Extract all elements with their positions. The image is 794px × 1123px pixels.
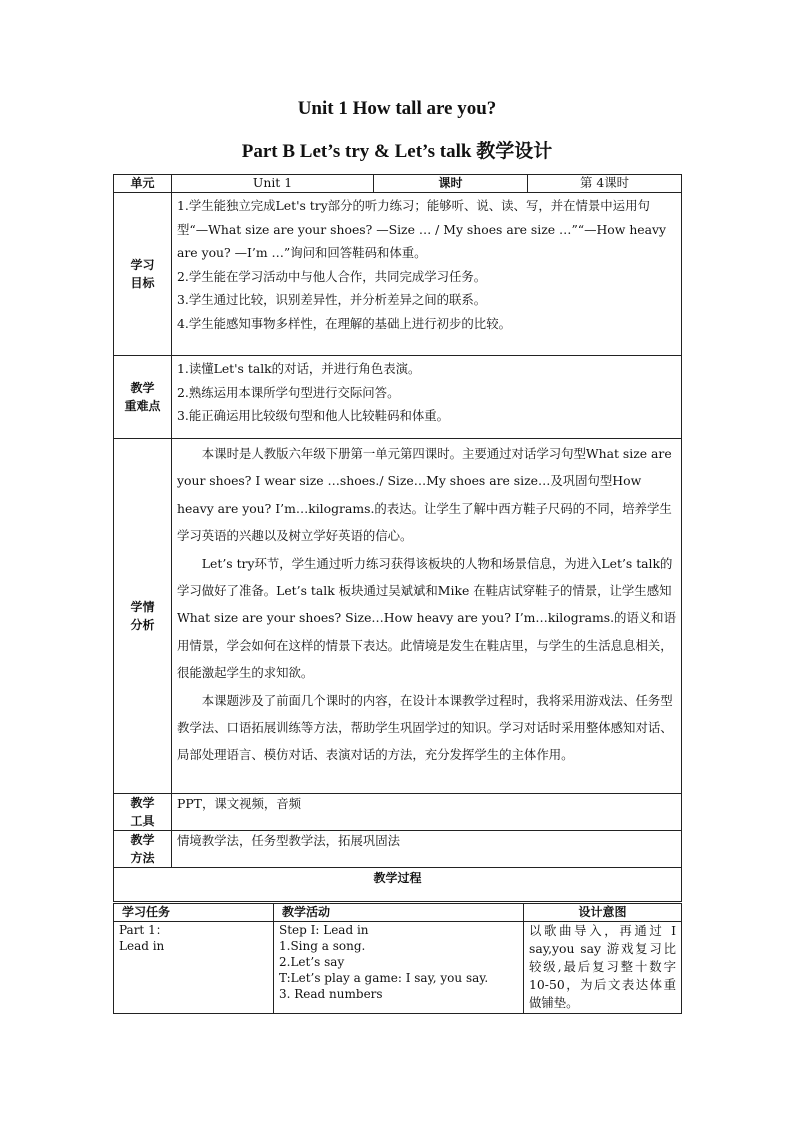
document-title: Unit 1 How tall are you? [297, 98, 497, 119]
key-point-item: 2.熟练运用本课所学句型进行交际问答。 [177, 384, 400, 400]
task-column-header: 学习任务 [114, 904, 274, 922]
activity-step: T:Let’s play a game: I say, you say. [279, 971, 489, 985]
key-point-item: 3.能正确运用比较级句型和他人比较鞋码和体重。 [177, 408, 450, 423]
key-points-label: 教学 重难点 [114, 356, 172, 439]
analysis-paragraph: Let’s try环节，学生通过听力练习获得该板块的人物和场景信息，为进入Let’s talk的学习做好了准备。Let’s talk 板块通过吴斌斌和Mike 在鞋店试穿鞋子的情景，让学生感知What size are your shoes? Size…How heavy are you? I’m…kilograms.的语义和语用情景，学会如何在这样的情景下表达。此情境是发生在鞋店里，与学生的生活息息相关，很能激起学生的求知欲。 [177, 555, 676, 681]
unit-label: 单元 [114, 175, 172, 193]
objective-item: 1.学生能独立完成Let's try部分的听力练习；能够听、说、读、写，并在情景中运用句型“—What size are your shoes? —Size … / My shoes are size …”“—How heavy are you? —I’m …”询问和回答鞋码和体重。 [177, 198, 667, 260]
methods-row [114, 831, 682, 868]
activity-step: 3. Read numbers [279, 987, 383, 1001]
process-title-row [114, 868, 682, 902]
tools-row [114, 794, 682, 831]
analysis-label: 学情 分析 [114, 439, 172, 794]
key-points-content [172, 356, 682, 439]
task-cell [114, 922, 274, 1014]
activity-column-header: 教学活动 [274, 904, 524, 922]
tools-content: PPT，课文视频，音频 [172, 794, 682, 831]
activity-cell [274, 922, 524, 1014]
intent-column-header: 设计意图 [524, 904, 682, 922]
lesson-info-table [113, 174, 682, 902]
unit-row [114, 175, 682, 193]
objectives-content [172, 193, 682, 356]
objective-item: 4.学生能感知事物多样性，在理解的基础上进行初步的比较。 [177, 315, 511, 331]
analysis-paragraph: 本课题涉及了前面几个课时的内容，在设计本课教学过程时，我将采用游戏法、任务型教学法、口语拓展训练等方法，帮助学生巩固学过的知识。学习对话时采用整体感知对话、局部处理语言、模仿对话、表演对话的方法，充分发挥学生的主体作用。 [177, 692, 673, 763]
task-title: Part 1： [119, 923, 168, 937]
activity-step: Step I: Lead in [279, 923, 369, 937]
key-point-item: 1.读懂Let's talk的对话，并进行角色表演。 [177, 361, 421, 376]
key-points-row [114, 356, 682, 439]
analysis-paragraph: 本课时是人教版六年级下册第一单元第四课时。主要通过对话学习句型What size are your shoes? I wear size …shoes./ Size…My shoes are size…及巩固句型How heavy are you? I’m…kilograms.的表达。让学生了解中西方鞋子尺码的不同，培养学生学习英语的兴趣以及树立学好英语的信心。 [177, 446, 672, 544]
methods-content: 情境教学法，任务型教学法，拓展巩固法 [172, 831, 682, 868]
document-subtitle: Part B Let’s try & Let’s talk 教学设计 [241, 141, 553, 162]
teaching-process-table [113, 903, 682, 1014]
objective-item: 3.学生通过比较，识别差异性，并分析差异之间的联系。 [177, 292, 487, 307]
objectives-row [114, 193, 682, 356]
objectives-label: 学习 目标 [114, 193, 172, 356]
unit-value: Unit 1 [172, 175, 374, 193]
period-label: 课时 [374, 175, 528, 193]
intent-cell: 以歌曲导入，再通过 I say,you say 游戏复习比较级,最后复习整十数字 10-50，为后文表达体重做铺垫。 [524, 922, 682, 1014]
tools-label: 教学 工具 [114, 794, 172, 831]
activity-step: 2.Let’s say [279, 955, 345, 969]
period-value: 第 4课时 [528, 175, 682, 193]
methods-label: 教学 方法 [114, 831, 172, 868]
analysis-row [114, 439, 682, 794]
analysis-content [172, 439, 682, 794]
task-subtitle: Lead in [119, 939, 165, 953]
activity-step: 1.Sing a song. [279, 939, 366, 953]
process-title: 教学过程 [114, 868, 682, 902]
process-header-row [114, 904, 682, 922]
objective-item: 2.学生能在学习活动中与他人合作，共同完成学习任务。 [177, 268, 487, 284]
process-row [114, 922, 682, 1014]
